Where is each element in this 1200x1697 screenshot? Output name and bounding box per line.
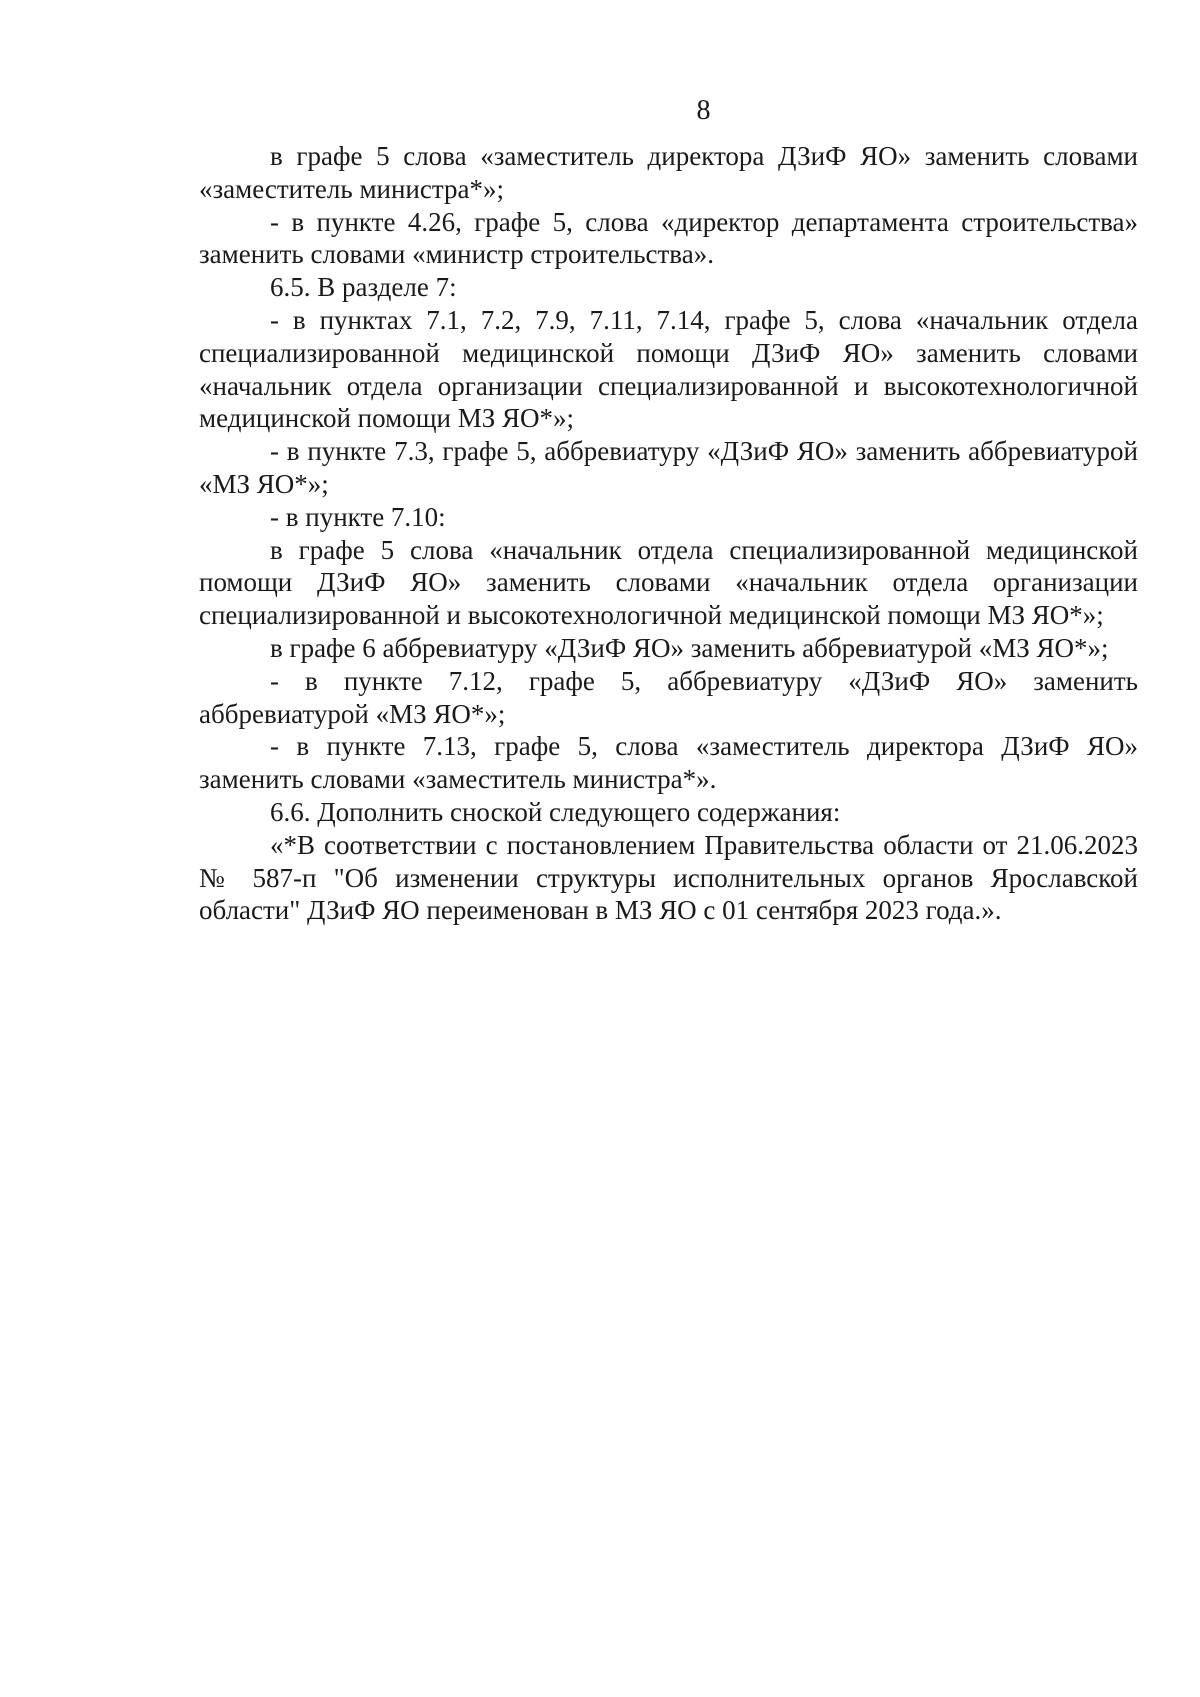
paragraph-1: в графе 5 слова «заместитель директора ДЗиФ ЯО» заменить словами «заместитель министра*»; bbox=[199, 141, 1138, 204]
paragraph-2: - в пункте 4.26, графе 5, слова «директор департамента строительства» заменить словами «министр строительства». bbox=[199, 206, 1138, 270]
paragraph-8: в графе 6 аббревиатуру «ДЗиФ ЯО» заменить аббревиатурой «МЗ ЯО*»; bbox=[270, 632, 1109, 663]
page-number: 8 bbox=[696, 95, 711, 126]
paragraph-9: - в пункте 7.12, графе 5, аббревиатуру «ДЗиФ ЯО» заменить аббревиатурой «МЗ ЯО*»; bbox=[199, 665, 1138, 729]
paragraph-12-footnote: «*В соответствии с постановлением Правительства области от 21.06.2023 № 587-п "Об изменении структуры исполнительных органов Ярославской области" ДЗиФ ЯО переименован в МЗ ЯО с 01 сентября 2023 года.». bbox=[199, 829, 1138, 926]
paragraph-5: - в пункте 7.3, графе 5, аббревиатуру «ДЗиФ ЯО» заменить аббревиатурой «МЗ ЯО*»; bbox=[199, 436, 1138, 499]
document-body bbox=[199, 140, 1138, 927]
paragraph-11-section-heading: 6.6. Дополнить сноской следующего содержания: bbox=[270, 796, 841, 827]
paragraph-3-section-heading: 6.5. В разделе 7: bbox=[270, 272, 457, 303]
paragraph-6: - в пункте 7.10: bbox=[270, 501, 446, 532]
paragraph-10: - в пункте 7.13, графе 5, слова «заместитель директора ДЗиФ ЯО» заменить словами «заместитель министра*». bbox=[199, 731, 1138, 795]
paragraph-7: в графе 5 слова «начальник отдела специализированной медицинской помощи ДЗиФ ЯО» заменить словами «начальник отдела организации специализированной и высокотехнологичной медицинской помощи МЗ ЯО*»; bbox=[199, 534, 1138, 631]
paragraph-4: - в пунктах 7.1, 7.2, 7.9, 7.11, 7.14, графе 5, слова «начальник отдела специализированной медицинской помощи ДЗиФ ЯО» заменить словами «начальник отдела организации специализированной и высокотехнологичной медицинской помощи МЗ ЯО*»; bbox=[199, 304, 1138, 434]
